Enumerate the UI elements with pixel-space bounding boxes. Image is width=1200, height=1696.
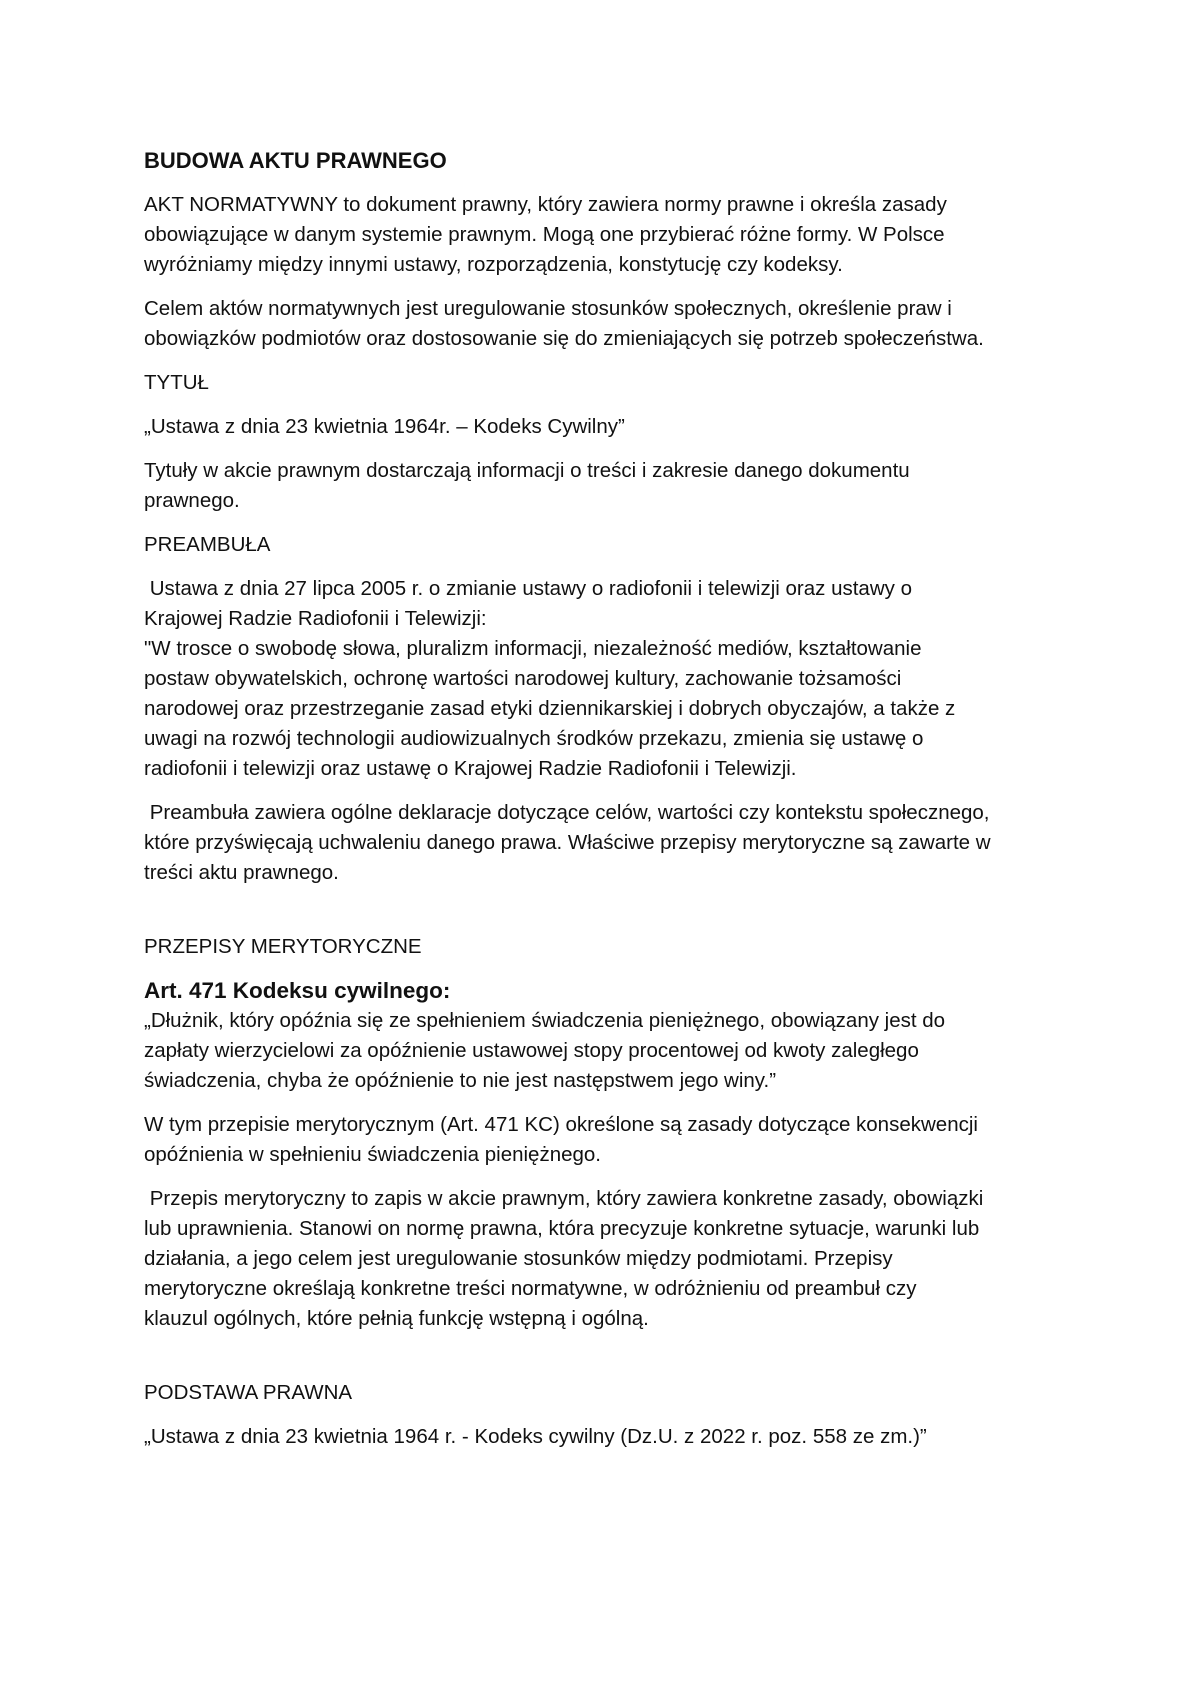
- preambula-description: [144, 798, 1084, 888]
- przepisy-description: [144, 1184, 1084, 1334]
- text-line: opóźnienia w spełnieniu świadczenia pieniężnego.: [144, 1143, 602, 1166]
- text-line: działania, a jego celem jest uregulowanie stosunków między podmiotami. Przepisy: [144, 1247, 893, 1270]
- text-line: wyróżniamy między innymi ustawy, rozporządzenia, konstytucję czy kodeksy.: [144, 253, 843, 276]
- podstawa-text: „Ustawa z dnia 23 kwietnia 1964 r. - Kodeks cywilny (Dz.U. z 2022 r. poz. 558 ze zm.)”: [144, 1425, 927, 1448]
- article-explanation: [144, 1110, 1084, 1170]
- text-line: obowiązujące w danym systemie prawnym. Mogą one przybierać różne formy. W Polsce: [144, 223, 945, 246]
- text-line: które przyświęcają uchwaleniu danego prawa. Właściwe przepisy merytoryczne są zawarte w: [144, 831, 991, 854]
- text-line: narodowej oraz przestrzeganie zasad etyki dziennikarskiej i dobrych obyczajów, a także z: [144, 697, 956, 720]
- text-line: treści aktu prawnego.: [144, 861, 339, 884]
- text-line: świadczenia, chyba że opóźnienie to nie jest następstwem jego winy.”: [144, 1069, 777, 1092]
- article-heading: Art. 471 Kodeksu cywilnego:: [144, 978, 451, 1003]
- document-body: [144, 146, 1084, 1452]
- article-text: [144, 1006, 1084, 1096]
- text-line: „Dłużnik, który opóźnia się ze spełnieniem świadczenia pieniężnego, obowiązany jest do: [144, 1009, 946, 1032]
- text-line: uwagi na rozwój technologii audiowizualnych środków przekazu, zmienia się ustawę o: [144, 727, 924, 750]
- text-line: W tym przepisie merytorycznym (Art. 471 KC) określone są zasady dotyczące konsekwencji: [144, 1113, 978, 1136]
- text-line: obowiązków podmiotów oraz dostosowanie się do zmieniających się potrzeb społeczeństwa.: [144, 327, 984, 350]
- intro-paragraph-2: [144, 294, 1084, 354]
- text-line: klauzul ogólnych, które pełnią funkcję wstępną i ogólną.: [144, 1307, 649, 1330]
- text-line: lub uprawnienia. Stanowi on normę prawna, która precyzuje konkretne sytuacje, warunki lub: [144, 1217, 980, 1240]
- text-line: merytoryczne określają konkretne treści normatywne, w odróżnieniu od preambuł czy: [144, 1277, 917, 1300]
- text-line: Krajowej Radzie Radiofonii i Telewizji:: [144, 607, 487, 630]
- section-heading-podstawa: PODSTAWA PRAWNA: [144, 1381, 353, 1404]
- tytul-example: „Ustawa z dnia 23 kwietnia 1964r. – Kodeks Cywilny”: [144, 415, 625, 438]
- document-title: BUDOWA AKTU PRAWNEGO: [144, 148, 447, 173]
- text-line: prawnego.: [144, 489, 240, 512]
- text-line: AKT NORMATYWNY to dokument prawny, który zawiera normy prawne i określa zasady: [144, 193, 947, 216]
- text-line: postaw obywatelskich, ochronę wartości narodowej kultury, zachowanie tożsamości: [144, 667, 902, 690]
- section-heading-preambula: PREAMBUŁA: [144, 533, 271, 556]
- intro-paragraph-1: [144, 190, 1084, 280]
- text-line: Przepis merytoryczny to zapis w akcie prawnym, który zawiera konkretne zasady, obowiązki: [144, 1187, 984, 1210]
- section-heading-przepisy: PRZEPISY MERYTORYCZNE: [144, 935, 422, 958]
- tytul-description: [144, 456, 1084, 516]
- text-line: radiofonii i telewizji oraz ustawę o Krajowej Radzie Radiofonii i Telewizji.: [144, 757, 797, 780]
- text-line: zapłaty wierzycielowi za opóźnienie ustawowej stopy procentowej od kwoty zaległego: [144, 1039, 919, 1062]
- text-line: "W trosce o swobodę słowa, pluralizm informacji, niezależność mediów, kształtowanie: [144, 637, 922, 660]
- text-line: Celem aktów normatywnych jest uregulowanie stosunków społecznych, określenie praw i: [144, 297, 952, 320]
- section-heading-tytul: TYTUŁ: [144, 371, 209, 394]
- text-line: Preambuła zawiera ogólne deklaracje dotyczące celów, wartości czy kontekstu społecznego,: [144, 801, 990, 824]
- text-line: Tytuły w akcie prawnym dostarczają informacji o treści i zakresie danego dokumentu: [144, 459, 910, 482]
- preambula-example: [144, 574, 1084, 784]
- text-line: Ustawa z dnia 27 lipca 2005 r. o zmianie ustawy o radiofonii i telewizji oraz ustawy o: [144, 577, 912, 600]
